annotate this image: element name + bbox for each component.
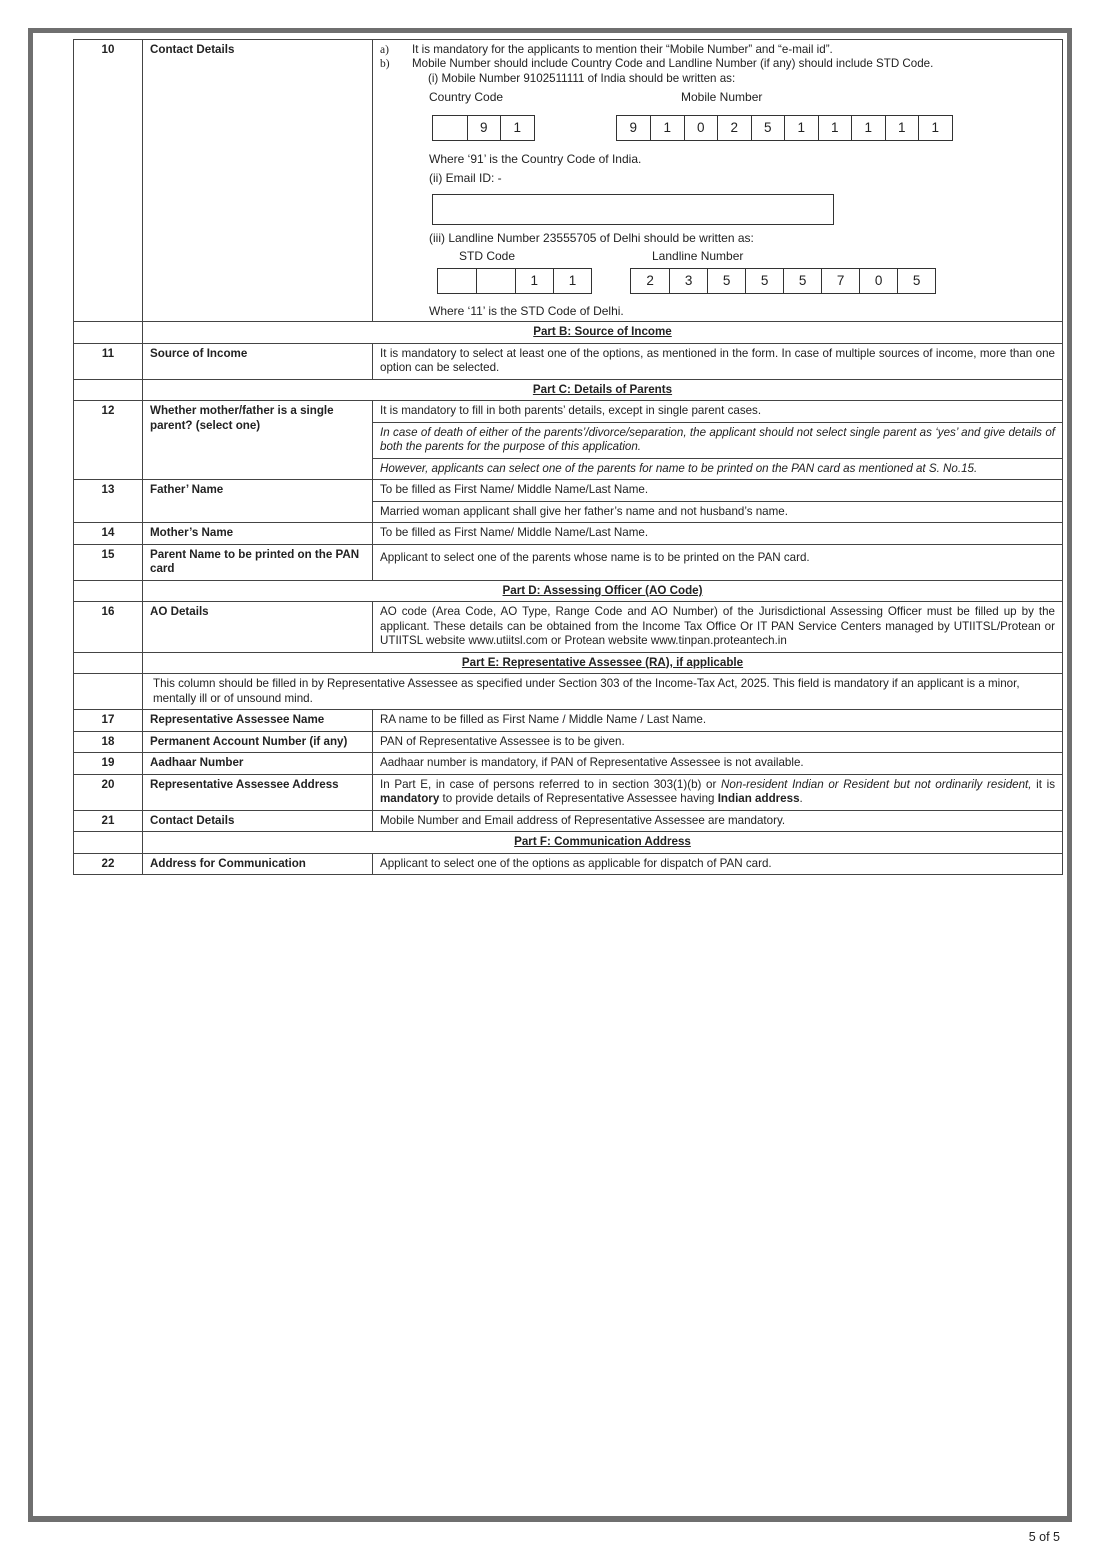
part-e-heading: Part E: Representative Assessee (RA), if applicable: [143, 652, 1063, 673]
field-name: Mother’s Name: [143, 523, 373, 544]
country-code-boxes: 9 1: [432, 115, 535, 141]
part-b-heading: Part B: Source of Income: [143, 322, 1063, 343]
landline-number-boxes: 2 3 5 5 5 7 0 5: [630, 268, 936, 294]
table-row: [74, 602, 1063, 652]
row-number: 16: [74, 602, 143, 652]
instruction-cell: Applicant to select one of the parents whose name is to be printed on the PAN card.: [373, 544, 1063, 580]
mobile-boxes-row: [432, 115, 1055, 141]
table-row: [74, 544, 1063, 580]
table-row: [74, 480, 1063, 523]
table-row: [74, 853, 1063, 874]
table-row: [74, 40, 1063, 322]
instruction-cell: In Part E, in case of persons referred to in section 303(1)(b) or Non-resident Indian or Resident but not ordinarily resident, it is mandatory to provide details of Representative Assessee having Indian address.: [373, 774, 1063, 810]
email-box: [432, 194, 834, 225]
page-number: 5 of 5: [1028, 1530, 1060, 1544]
landline-example-heading: (iii) Landline Number 23555705 of Delhi should be written as:: [429, 231, 754, 246]
section-header-row: [74, 832, 1063, 853]
instruction-cell: RA name to be filled as First Name / Middle Name / Last Name.: [373, 710, 1063, 731]
email-heading: (ii) Email ID: -: [429, 171, 502, 186]
instruction-cell: AO code (Area Code, AO Type, Range Code and AO Number) of the Jurisdictional Assessing Officer must be filled up by the applicant. These details can be obtained from the Income Tax Office Or IT PAN Service Centers managed by UTIITSL/Protean or UTIITSL website www.utiitsl.com or Protean website www.tinpan.proteantech.in: [373, 602, 1063, 652]
table-row: [74, 753, 1063, 774]
instruction-cell: Aadhaar number is mandatory, if PAN of Representative Assessee is not available.: [373, 753, 1063, 774]
mobile-box-labels: [429, 90, 1055, 105]
part-d-heading: Part D: Assessing Officer (AO Code): [143, 580, 1063, 601]
std-code-label: STD Code: [459, 249, 516, 264]
instruction-cell: [373, 40, 1063, 322]
row-number: 17: [74, 710, 143, 731]
instructions-table: [73, 39, 1063, 875]
row-number: 15: [74, 544, 143, 580]
section-header-row: [74, 379, 1063, 400]
mobile-number-label: Mobile Number: [681, 90, 763, 105]
table-row: [74, 674, 1063, 710]
field-name: Father’ Name: [143, 480, 373, 523]
landline-boxes-row: [437, 268, 1055, 294]
row-number: 13: [74, 480, 143, 523]
part-f-heading: Part F: Communication Address: [143, 832, 1063, 853]
mobile-example-heading: (i) Mobile Number 9102511111 of India should be written as:: [428, 71, 736, 85]
part-e-note: This column should be filled in by Representative Assessee as specified under Section 303 of the Income-Tax Act, 2025. This field is mandatory if an applicant is a minor, mentally ill or of unsound mind.: [143, 674, 1063, 710]
landline-number-label: Landline Number: [652, 249, 744, 264]
table-row: [74, 810, 1063, 831]
section-header-row: [74, 322, 1063, 343]
std-code-boxes: 1 1: [437, 268, 592, 294]
field-name: Representative Assessee Name: [143, 710, 373, 731]
field-name: Parent Name to be printed on the PAN card: [143, 544, 373, 580]
row-number: 21: [74, 810, 143, 831]
instruction-cell: Applicant to select one of the options as applicable for dispatch of PAN card.: [373, 853, 1063, 874]
table-row: [74, 774, 1063, 810]
field-name: Address for Communication: [143, 853, 373, 874]
table-row: [74, 401, 1063, 480]
country-code-note: Where ‘91’ is the Country Code of India.: [429, 152, 642, 167]
section-header-row: [74, 652, 1063, 673]
std-code-note: Where ‘11’ is the STD Code of Delhi.: [429, 304, 624, 319]
field-name: Representative Assessee Address: [143, 774, 373, 810]
part-c-heading: Part C: Details of Parents: [143, 379, 1063, 400]
field-name: Permanent Account Number (if any): [143, 731, 373, 752]
row-number: 12: [74, 401, 143, 480]
item-b: b) Mobile Number should include Country Code and Landline Number (if any) should include STD Code.: [380, 57, 934, 71]
instruction-cell: PAN of Representative Assessee is to be given.: [373, 731, 1063, 752]
row-number: 19: [74, 753, 143, 774]
field-name: Source of Income: [143, 343, 373, 379]
instruction-cell: To be filled as First Name/ Middle Name/Last Name.: [373, 523, 1063, 544]
field-name: Aadhaar Number: [143, 753, 373, 774]
instruction-cell: It is mandatory to select at least one of the options, as mentioned in the form. In case of multiple sources of income, more than one option can be selected.: [373, 343, 1063, 379]
instruction-cell: To be filled as First Name/ Middle Name/Last Name. Married woman applicant shall give her father’s name and not husband’s name.: [373, 480, 1063, 523]
row-number: 14: [74, 523, 143, 544]
field-name: AO Details: [143, 602, 373, 652]
table-row: [74, 731, 1063, 752]
field-name: Contact Details: [143, 810, 373, 831]
table-row: [74, 523, 1063, 544]
country-code-label: Country Code: [429, 90, 504, 105]
item-a: a) It is mandatory for the applicants to mention their “Mobile Number” and “e-mail id”.: [380, 43, 833, 56]
landline-box-labels: [459, 249, 1055, 264]
instruction-cell: Mobile Number and Email address of Representative Assessee are mandatory.: [373, 810, 1063, 831]
field-name: Whether mother/father is a single parent? (select one): [143, 401, 373, 480]
row-number: 22: [74, 853, 143, 874]
section-header-row: [74, 580, 1063, 601]
row-number: 20: [74, 774, 143, 810]
row-number: 11: [74, 343, 143, 379]
table-row: [74, 710, 1063, 731]
instruction-cell: It is mandatory to fill in both parents’ details, except in single parent cases. In case of death of either of the parents’/divorce/separation, the applicant should not select single parent as ‘yes’ and give details of both the parents for the purpose of this application. However, applicants can select one of the parents for name to be printed on the PAN card as mentioned at S. No.15.: [373, 401, 1063, 480]
mobile-number-boxes: 9 1 0 2 5 1 1 1 1 1: [616, 115, 953, 141]
field-name: Contact Details: [143, 40, 373, 322]
table-row: [74, 343, 1063, 379]
row-number: 10: [74, 40, 143, 322]
row-number: 18: [74, 731, 143, 752]
